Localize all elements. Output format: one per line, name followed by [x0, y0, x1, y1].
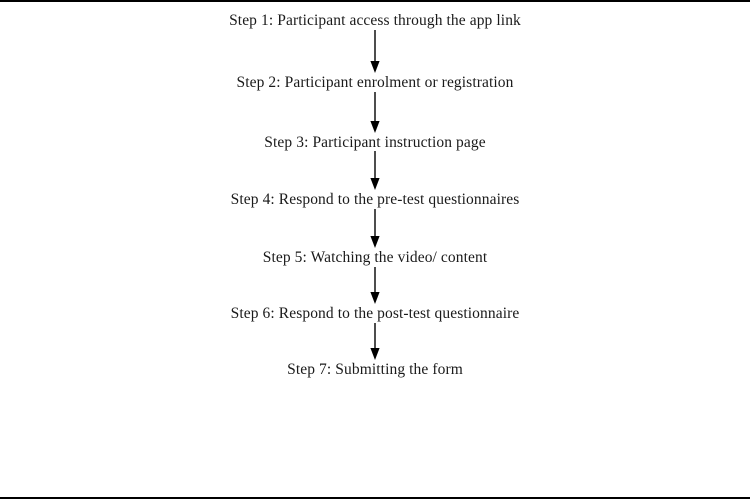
flowchart-step-7: Step 7: Submitting the form	[287, 360, 463, 378]
flowchart-step-5: Step 5: Watching the video/ content	[262, 249, 488, 267]
down-arrow-icon	[366, 30, 384, 74]
down-arrow-icon	[366, 267, 384, 305]
flowchart-step-1: Step 1: Participant access through the app link	[229, 12, 521, 29]
down-arrow-icon	[366, 323, 384, 361]
flowchart-step-6: Step 6: Respond to the post-test questionnaire	[230, 305, 520, 323]
flowchart-container	[0, 2, 750, 497]
down-arrow-icon	[366, 151, 384, 191]
flowchart-step-3: Step 3: Participant instruction page	[264, 133, 486, 151]
down-arrow-icon	[366, 209, 384, 249]
flowchart-step-4: Step 4: Respond to the pre-test questionnaires	[230, 191, 520, 209]
flowchart-step-2: Step 2: Participant enrolment or registration	[236, 73, 514, 91]
down-arrow-icon	[366, 92, 384, 134]
